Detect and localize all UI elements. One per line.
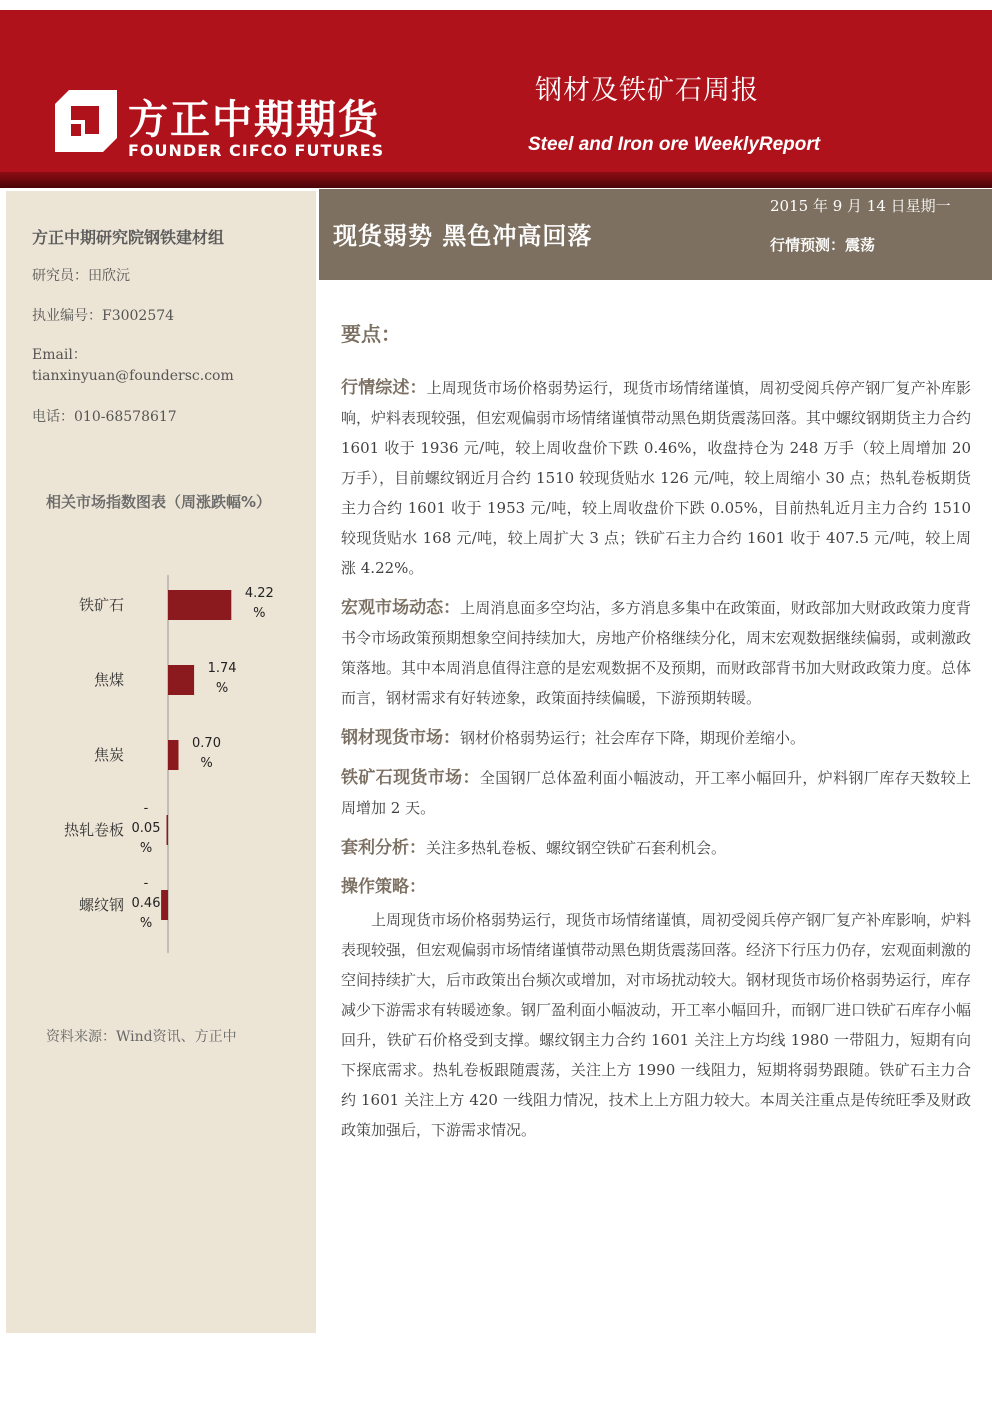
steel-spot-body: 钢材价格弱势运行；社会库存下降，期现价差缩小。 — [460, 729, 806, 747]
header-divider — [0, 172, 992, 188]
value-label: 4.22 % — [244, 586, 274, 621]
researcher: 研究员：田欣沅 — [32, 268, 130, 284]
value-label: -0.46 % — [131, 876, 161, 931]
report-header — [0, 10, 992, 185]
value-label: 0.70 % — [192, 736, 221, 771]
arbitrage-title: 套利分析： — [341, 838, 426, 858]
phone: 电话：010-68578617 — [32, 409, 177, 425]
market-overview-section — [341, 373, 971, 583]
macro-section — [341, 593, 971, 713]
bar-1 — [168, 665, 194, 695]
category-label: 热轧卷板 — [63, 821, 124, 839]
bar-4 — [161, 890, 168, 920]
macro-title: 宏观市场动态： — [341, 598, 461, 618]
company-name-en: FOUNDER CIFCO FUTURES — [128, 141, 385, 160]
headline: 现货弱势 黑色冲高回落 — [333, 222, 593, 250]
category-label: 焦炭 — [93, 746, 124, 764]
steel-spot-section — [341, 723, 971, 753]
category-label: 铁矿石 — [78, 596, 124, 614]
iron-ore-spot-title: 铁矿石现货市场： — [341, 768, 480, 788]
chart-title: 相关市场指数图表（周涨跌幅%） — [46, 493, 272, 511]
bar-2 — [168, 740, 179, 770]
email-link[interactable]: tianxinyuan@foundersc.com — [32, 368, 234, 384]
founder-logo-icon — [55, 90, 117, 152]
value-label: 1.74 % — [207, 661, 237, 696]
steel-spot-title: 钢材现货市场： — [341, 728, 460, 748]
license-number: 执业编号：F3002574 — [32, 308, 175, 324]
strategy-body: 上周现货市场价格弱势运行，现货市场情绪谨慎，周初受阅兵停产钢厂复产补库影响，炉料表现较强，但宏观偏弱市场情绪谨慎带动黑色期货震荡回落。经济下行压力仍存，宏观面刺激的空间持续扩大，后市政策出台频次或增加，对市场扰动较大。钢材现货市场价格弱势运行，库存减少下游需求有转暖迹象。钢厂盈利面小幅波动，开工率小幅回升，而钢厂进口铁矿石库存小幅回升，铁矿石价格受到支撑。螺纹钢主力合约 1601 关注上方均线 1980 一带阻力，短期有向下探底需求。热轧卷板跟随震荡，关注上方 1990 一线阻力，短期将弱势跟随。铁矿石主力合约 1601 关注上方 420 一线阻力情况，技术上上方阻力较大。本周关注重点是传统旺季及财政政策加强后，下游需求情况。 — [341, 911, 972, 1139]
arbitrage-body: 关注多热轧卷板、螺纹钢空铁矿石套利机会。 — [426, 839, 727, 857]
iron-ore-spot-body: 全国钢厂总体盈利面小幅波动，开工率小幅回升，炉料钢厂库存天数较上周增加 2 天。 — [341, 769, 971, 817]
arbitrage-section — [341, 833, 971, 863]
report-subtitle: Steel and Iron ore WeeklyReport — [528, 134, 821, 155]
iron-ore-spot-section — [341, 763, 971, 823]
headline-bar — [319, 189, 992, 280]
data-source: 资料来源：Wind资讯、方正中 — [46, 1029, 237, 1045]
main-content — [341, 318, 971, 1145]
category-label: 螺纹钢 — [78, 896, 124, 914]
company-name-cn: 方正中期期货 — [128, 97, 380, 143]
bar-0 — [168, 590, 231, 620]
research-group: 方正中期研究院钢铁建材组 — [32, 228, 225, 247]
report-date: 2015 年 9 月 14 日星期一 — [770, 197, 951, 215]
report-title: 钢材及铁矿石周报 — [535, 75, 759, 106]
market-overview-body: 上周现货市场价格弱势运行，现货市场情绪谨慎，周初受阅兵停产钢厂复产补库影响，炉料表现较强，但宏观偏弱市场情绪谨慎带动黑色期货震荡回落。其中螺纹钢期货主力合约 1601 收于 1936 元/吨，较上周收盘价下跌 0.46%，收盘持仓为 248 万手（较上周增加 20 万手），目前螺纹钢近月合约 1510 较现货贴水 126 元/吨，较上周缩小 30 点；热轧卷板期货主力合约 1601 收于 1953 元/吨，较上周收盘价下跌 0.05%，目前热轧近月主力合约 1510 较现货贴水 168 元/吨，较上周扩大 3 点；铁矿石主力合约 1601 收于 407.5 元/吨，较上周涨 4.22%。 — [341, 379, 972, 577]
bar-3 — [167, 815, 169, 845]
category-label: 焦煤 — [93, 671, 124, 689]
email-label: Email： — [32, 347, 87, 363]
macro-body: 上周消息面多空均沾，多方消息多集中在政策面，财政部加大财政政策力度背书令市场政策预期想象空间持续加大，房地产价格继续分化，周末宏观数据继续偏弱，或刺激政策落地。其中本周消息值得注意的是宏观数据不及预期，而财政部背书加大财政政策力度。总体而言，钢材需求有好转迹象，政策面持续偏暖，下游预期转暖。 — [341, 599, 972, 707]
strategy-title: 操作策略： — [341, 877, 426, 897]
market-forecast: 行情预测：震荡 — [770, 236, 876, 254]
index-bar-chart — [6, 561, 316, 961]
key-points-heading: 要点： — [341, 322, 401, 346]
sidebar — [6, 191, 316, 1333]
value-label: -0.05 % — [131, 801, 161, 856]
market-overview-title: 行情综述： — [341, 378, 427, 398]
